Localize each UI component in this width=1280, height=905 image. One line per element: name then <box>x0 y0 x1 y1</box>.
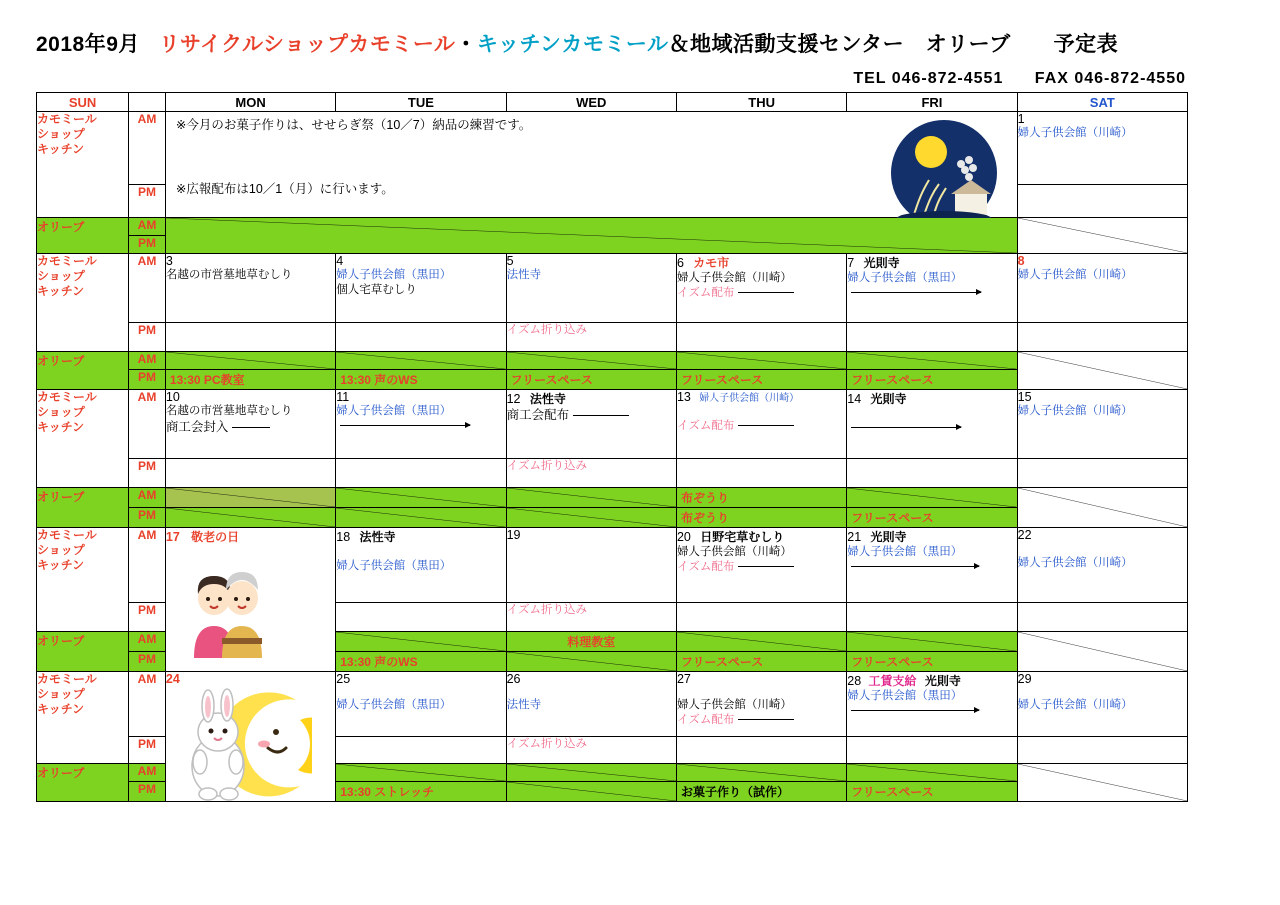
olive-w3-thu-pm <box>676 508 846 528</box>
event-29-am: 婦人子供会館（川崎） <box>1017 699 1133 711</box>
day-cell-22-pm <box>1017 603 1187 632</box>
col-fri: FRI <box>847 93 1017 112</box>
col-mon: MON <box>165 93 335 112</box>
event-7-title: 光則寺 <box>863 256 900 270</box>
day-cell-7 <box>847 254 1017 323</box>
day-cell-17 <box>165 528 335 672</box>
day-number-24: 24 <box>165 672 180 686</box>
olive-w5-fri-am <box>847 764 1017 782</box>
contact-info <box>827 70 1186 88</box>
day-cell-1 <box>1017 112 1187 185</box>
olive-w3-wed-am <box>506 488 676 508</box>
fax: FAX 046-872-4550 <box>1034 70 1186 87</box>
day-cell-27 <box>676 672 846 737</box>
olive-w4-wed-am <box>506 632 676 652</box>
day-cell-29 <box>1017 672 1187 737</box>
event-3-am: 名越の市営墓地草むしり <box>165 269 293 281</box>
event-22-am: 婦人子供会館（川崎） <box>1017 557 1133 569</box>
day-cell-19 <box>506 528 676 603</box>
week5-am-row <box>37 672 1188 737</box>
event-10-am: 名越の市営墓地草むしり <box>165 405 293 417</box>
event-13-am-2: イズム配布 <box>677 419 846 434</box>
event-21-arrow <box>847 560 1016 575</box>
day-number-15: 15 <box>1017 390 1032 404</box>
day-number-19: 19 <box>506 528 521 542</box>
day-cell-5-pm <box>506 323 676 352</box>
olive-w3-mon-pm <box>165 508 335 528</box>
olive-event: フリースペース <box>851 373 934 387</box>
day-cell-15-pm <box>1017 459 1187 488</box>
label-line-2: ショップ <box>37 543 85 557</box>
day-cell-29-pm <box>1017 737 1187 764</box>
olive-w5-fri-pm <box>847 782 1017 802</box>
olive-w5-sat-blank <box>1017 764 1187 802</box>
event-18-title: 法性寺 <box>359 530 396 544</box>
pm-label-5: PM <box>129 737 166 764</box>
arrow-line <box>738 292 794 293</box>
day-number-10: 10 <box>165 390 180 404</box>
event-11-arrow <box>336 419 505 434</box>
day-cell-26-pm <box>506 737 676 764</box>
event-4-am-2: 個人宅草むしり <box>336 283 417 296</box>
title-shop: リサイクルショップカモミール <box>158 33 456 56</box>
label-line-3: キッチン <box>37 420 85 434</box>
event-7-am: 婦人子供会館（黒田） <box>847 272 963 284</box>
event-21-title: 光則寺 <box>870 530 907 544</box>
event-28-am: 婦人子供会館（黒田） <box>847 690 963 702</box>
day-cell-7-pm <box>847 323 1017 352</box>
event-28-title-2: 光則寺 <box>924 674 961 688</box>
olive-pm-label-4: PM <box>129 652 166 672</box>
day-number-29: 29 <box>1017 672 1032 686</box>
event-27-am-2: イズム配布 <box>677 713 846 728</box>
row-label-olive-4: オリーブ <box>37 632 129 672</box>
olive-w3-wed-pm <box>506 508 676 528</box>
day-cell-3-pm <box>165 323 335 352</box>
pm-label: PM <box>129 185 166 218</box>
day-number-17: 17 <box>165 530 180 544</box>
day-cell-18-pm <box>336 603 506 632</box>
label-line-2: ショップ <box>37 127 85 141</box>
olive-event: 布ぞうり <box>680 491 729 505</box>
olive-w3-sat-blank <box>1017 488 1187 528</box>
day-cell-18 <box>336 528 506 603</box>
day-cell-14-pm <box>847 459 1017 488</box>
label-line-1: カモミール <box>37 672 97 686</box>
event-8-am: 婦人子供会館（川崎） <box>1017 269 1133 281</box>
olive-w2-mon-am <box>165 352 335 370</box>
day-number-28: 28 <box>847 674 862 688</box>
olive-w4-thu-pm <box>676 652 846 672</box>
day-number-14: 14 <box>847 392 862 406</box>
am-label: AM <box>129 112 166 185</box>
day-cell-26 <box>506 672 676 737</box>
week2-am-row <box>37 254 1188 323</box>
col-spacer <box>129 93 166 112</box>
col-wed: WED <box>506 93 676 112</box>
olive-w4-tue-pm <box>336 652 506 672</box>
olive-w3-thu-am <box>676 488 846 508</box>
note-line-1: ※今月のお菓子作りは、せせらぎ祭（10／7）納品の練習です。 <box>175 118 532 132</box>
pm-label-3: PM <box>129 459 166 488</box>
day-cell-12-pm <box>506 459 676 488</box>
event-14-title: 光則寺 <box>870 392 907 406</box>
event-12-am: 商工会配布 <box>507 407 676 423</box>
olive-w4-fri-pm <box>847 652 1017 672</box>
event-26-pm: イズム折り込み <box>506 738 587 750</box>
row-label-kamomile-3 <box>37 390 129 488</box>
day-number-22: 22 <box>1017 528 1032 542</box>
olive-event: 13:30 声のWS <box>340 655 418 669</box>
olive-pm-label-1: PM <box>129 236 166 254</box>
olive-w4-wed-pm <box>506 652 676 672</box>
day-number-6: 6 <box>676 256 684 270</box>
olive-w2-fri-am <box>847 352 1017 370</box>
event-27-am: 婦人子供会館（川崎） <box>676 699 792 711</box>
day-cell-6-pm <box>676 323 846 352</box>
event-7-arrow <box>847 286 1016 301</box>
title-dot: ・ <box>455 33 477 56</box>
title-date: 2018年9月 <box>36 33 140 56</box>
olive-w5-thu-pm <box>676 782 846 802</box>
olive-w5-wed-am <box>506 764 676 782</box>
title-kitchen: キッチンカモミール <box>476 33 669 56</box>
olive-pm-label-2: PM <box>129 370 166 390</box>
am-label-2: AM <box>129 254 166 323</box>
day-cell-21-pm <box>847 603 1017 632</box>
olive-w3-mon-am <box>165 488 335 508</box>
label-line-3: キッチン <box>37 702 85 716</box>
olive-am-label-5: AM <box>129 764 166 782</box>
label-line-3: キッチン <box>37 284 85 298</box>
olive-w2-sat-blank <box>1017 352 1187 390</box>
week1-olive-am <box>37 218 1188 236</box>
event-12-title: 法性寺 <box>529 392 566 406</box>
event-20-am-2: イズム配布 <box>677 560 846 575</box>
olive-am-label-2: AM <box>129 352 166 370</box>
elderly-couple-illustration <box>174 554 299 664</box>
diagonal-strike <box>1018 218 1187 253</box>
day-number-20: 20 <box>676 530 691 544</box>
day-cell-6 <box>676 254 846 323</box>
event-21-am: 婦人子供会館（黒田） <box>847 546 963 558</box>
event-18-am: 婦人子供会館（黒田） <box>336 560 452 572</box>
week3-am-row <box>37 390 1188 459</box>
day-cell-8-pm <box>1017 323 1187 352</box>
olive-w2-wed-pm <box>506 370 676 390</box>
olive-w3-tue-am <box>336 488 506 508</box>
olive-w2-tue-am <box>336 352 506 370</box>
day-cell-28-pm <box>847 737 1017 764</box>
day-cell-28 <box>847 672 1017 737</box>
event-15-am: 婦人子供会館（川崎） <box>1017 405 1133 417</box>
week1-am-row <box>37 112 1188 185</box>
row-label-olive-3: オリーブ <box>37 488 129 528</box>
week4-am-row <box>37 528 1188 603</box>
day-number-25: 25 <box>336 672 351 686</box>
pm-label-4: PM <box>129 603 166 632</box>
event-6-am: 婦人子供会館（川崎） <box>676 272 792 284</box>
event-11-am: 婦人子供会館（黒田） <box>336 405 452 417</box>
olive-am-label-4: AM <box>129 632 166 652</box>
day-cell-19-pm <box>506 603 676 632</box>
day-cell-24 <box>165 672 335 802</box>
olive-event: フリースペース <box>680 655 764 669</box>
olive-pm-label-5: PM <box>129 782 166 802</box>
label-line-2: ショップ <box>37 269 85 283</box>
day-number-11: 11 <box>336 390 350 404</box>
day-cell-13-pm <box>676 459 846 488</box>
olive-am-label-3: AM <box>129 488 166 508</box>
day-cell-27-pm <box>676 737 846 764</box>
olive-w2-fri-pm <box>847 370 1017 390</box>
row-label-olive-5: オリーブ <box>37 764 129 802</box>
col-sat: SAT <box>1017 93 1187 112</box>
day-number-8: 8 <box>1017 254 1025 268</box>
schedule-table <box>36 92 1188 802</box>
event-1-am: 婦人子供会館（川崎） <box>1017 127 1133 139</box>
olive-w5-thu-am <box>676 764 846 782</box>
day-cell-12 <box>506 390 676 459</box>
olive-w5-tue-pm <box>336 782 506 802</box>
day-number-21: 21 <box>847 530 862 544</box>
day-cell-25 <box>336 672 506 737</box>
olive-am-label-1: AM <box>129 218 166 236</box>
page-title <box>36 28 1256 58</box>
olive-event: お菓子作り（試作） <box>680 785 789 799</box>
rabbit-moon-illustration <box>172 686 312 806</box>
label-line-1: カモミール <box>37 528 97 542</box>
olive-event: 13:30 声のWS <box>340 373 418 387</box>
event-12-pm: イズム折り込み <box>506 460 587 472</box>
label-line-2: ショップ <box>37 405 85 419</box>
telephone: TEL 046-872-4551 <box>853 70 1004 87</box>
day-cell-4 <box>336 254 506 323</box>
day-number-18: 18 <box>336 530 351 544</box>
week2-olive-pm <box>37 370 1188 390</box>
olive-week1-sat-blank <box>1017 218 1187 254</box>
label-line-1: カモミール <box>37 254 97 268</box>
label-line-2: ショップ <box>37 687 85 701</box>
week3-olive-am <box>37 488 1188 508</box>
olive-pm-label-3: PM <box>129 508 166 528</box>
day-cell-13 <box>676 390 846 459</box>
day-cell-3 <box>165 254 335 323</box>
am-label-5: AM <box>129 672 166 737</box>
table-header-row <box>37 93 1188 112</box>
day-cell-11-pm <box>336 459 506 488</box>
olive-w4-fri-am <box>847 632 1017 652</box>
olive-w2-thu-pm <box>676 370 846 390</box>
col-tue: TUE <box>336 93 506 112</box>
label-line-3: キッチン <box>37 558 85 572</box>
week3-pm-row <box>37 459 1188 488</box>
olive-w3-tue-pm <box>336 508 506 528</box>
row-label-kamomile-2 <box>37 254 129 352</box>
event-28-arrow <box>847 704 1016 719</box>
event-5-am: 法性寺 <box>506 269 542 281</box>
olive-event: 布ぞうり <box>680 511 729 525</box>
day-number-4: 4 <box>336 254 344 268</box>
olive-w3-fri-am <box>847 488 1017 508</box>
col-sun: SUN <box>37 93 129 112</box>
day-number-5: 5 <box>506 254 514 268</box>
pm-label-2: PM <box>129 323 166 352</box>
event-4-am-1: 婦人子供会館（黒田） <box>336 269 452 281</box>
day-cell-22 <box>1017 528 1187 603</box>
diagonal-strike <box>166 218 1017 253</box>
day-cell-14 <box>847 390 1017 459</box>
row-label-kamomile-5 <box>37 672 129 764</box>
olive-w4-tue-am <box>336 632 506 652</box>
row-label-olive-2: オリーブ <box>37 352 129 390</box>
event-13-am: 婦人子供会館（川崎） <box>699 393 800 404</box>
olive-event: フリースペース <box>851 655 934 669</box>
day-cell-20-pm <box>676 603 846 632</box>
event-20-am: 婦人子供会館（川崎） <box>676 546 792 558</box>
day-cell-21 <box>847 528 1017 603</box>
day-number-3: 3 <box>165 254 173 268</box>
day-number-13: 13 <box>676 390 691 404</box>
row-label-kamomile <box>37 112 129 218</box>
olive-w4-thu-am <box>676 632 846 652</box>
event-6-am-2: イズム配布 <box>677 286 846 301</box>
olive-w2-mon-pm <box>165 370 335 390</box>
olive-w3-fri-pm <box>847 508 1017 528</box>
day-number-27: 27 <box>676 672 691 686</box>
moon-illustration <box>889 118 999 228</box>
day-cell-10-pm <box>165 459 335 488</box>
week1-notes-cell <box>165 112 1017 218</box>
week2-pm-row <box>37 323 1188 352</box>
olive-event: フリースペース <box>851 785 934 799</box>
event-10-am-2: 商工会封入 <box>166 419 335 435</box>
olive-w2-tue-pm <box>336 370 506 390</box>
day-number-1: 1 <box>1017 112 1025 126</box>
event-19-pm: イズム折り込み <box>506 604 587 616</box>
olive-week1-blank <box>165 218 1017 254</box>
week3-olive-pm <box>37 508 1188 528</box>
week2-olive-am <box>37 352 1188 370</box>
label-line-1: カモミール <box>37 112 97 126</box>
day-cell-25-pm <box>336 737 506 764</box>
event-25-am: 婦人子供会館（黒田） <box>336 699 452 711</box>
event-14-arrow <box>847 421 1016 436</box>
olive-w2-wed-am <box>506 352 676 370</box>
olive-w2-thu-am <box>676 352 846 370</box>
row-label-olive-1: オリーブ <box>37 218 129 254</box>
day-cell-1-pm <box>1017 185 1187 218</box>
day-cell-20 <box>676 528 846 603</box>
event-26-am: 法性寺 <box>506 699 542 711</box>
olive-event: フリースペース <box>851 511 934 525</box>
day-number-12: 12 <box>506 392 521 406</box>
day-cell-8 <box>1017 254 1187 323</box>
event-6-title: カモ市 <box>693 256 730 270</box>
day-cell-4-pm <box>336 323 506 352</box>
olive-w4-sat-blank <box>1017 632 1187 672</box>
event-28-title-1: 工賃支給 <box>868 674 917 688</box>
note-line-2: ※広報配布は10／1（月）に行います。 <box>175 182 394 196</box>
day-cell-5 <box>506 254 676 323</box>
label-line-3: キッチン <box>37 142 85 156</box>
olive-w5-wed-pm <box>506 782 676 802</box>
day-cell-11 <box>336 390 506 459</box>
title-rest: ＆地域活動支援センター オリーブ 予定表 <box>668 33 1119 56</box>
event-5-pm: イズム折り込み <box>506 324 587 336</box>
label-line-1: カモミール <box>37 390 97 404</box>
olive-event: 料理教室 <box>567 635 616 649</box>
olive-event: フリースペース <box>680 373 764 387</box>
col-thu: THU <box>676 93 846 112</box>
am-label-3: AM <box>129 390 166 459</box>
day-cell-10 <box>165 390 335 459</box>
event-20-title: 日野宅草むしり <box>700 530 785 544</box>
olive-event: フリースペース <box>510 373 593 387</box>
day-number-26: 26 <box>506 672 521 686</box>
day-cell-15 <box>1017 390 1187 459</box>
olive-event: 13:30 ストレッチ <box>340 785 435 799</box>
olive-event: 13:30 PC教室 <box>169 373 245 387</box>
olive-w5-tue-am <box>336 764 506 782</box>
row-label-kamomile-4 <box>37 528 129 632</box>
day-number-7: 7 <box>847 256 855 270</box>
event-17-title: 敬老の日 <box>191 530 240 544</box>
am-label-4: AM <box>129 528 166 603</box>
